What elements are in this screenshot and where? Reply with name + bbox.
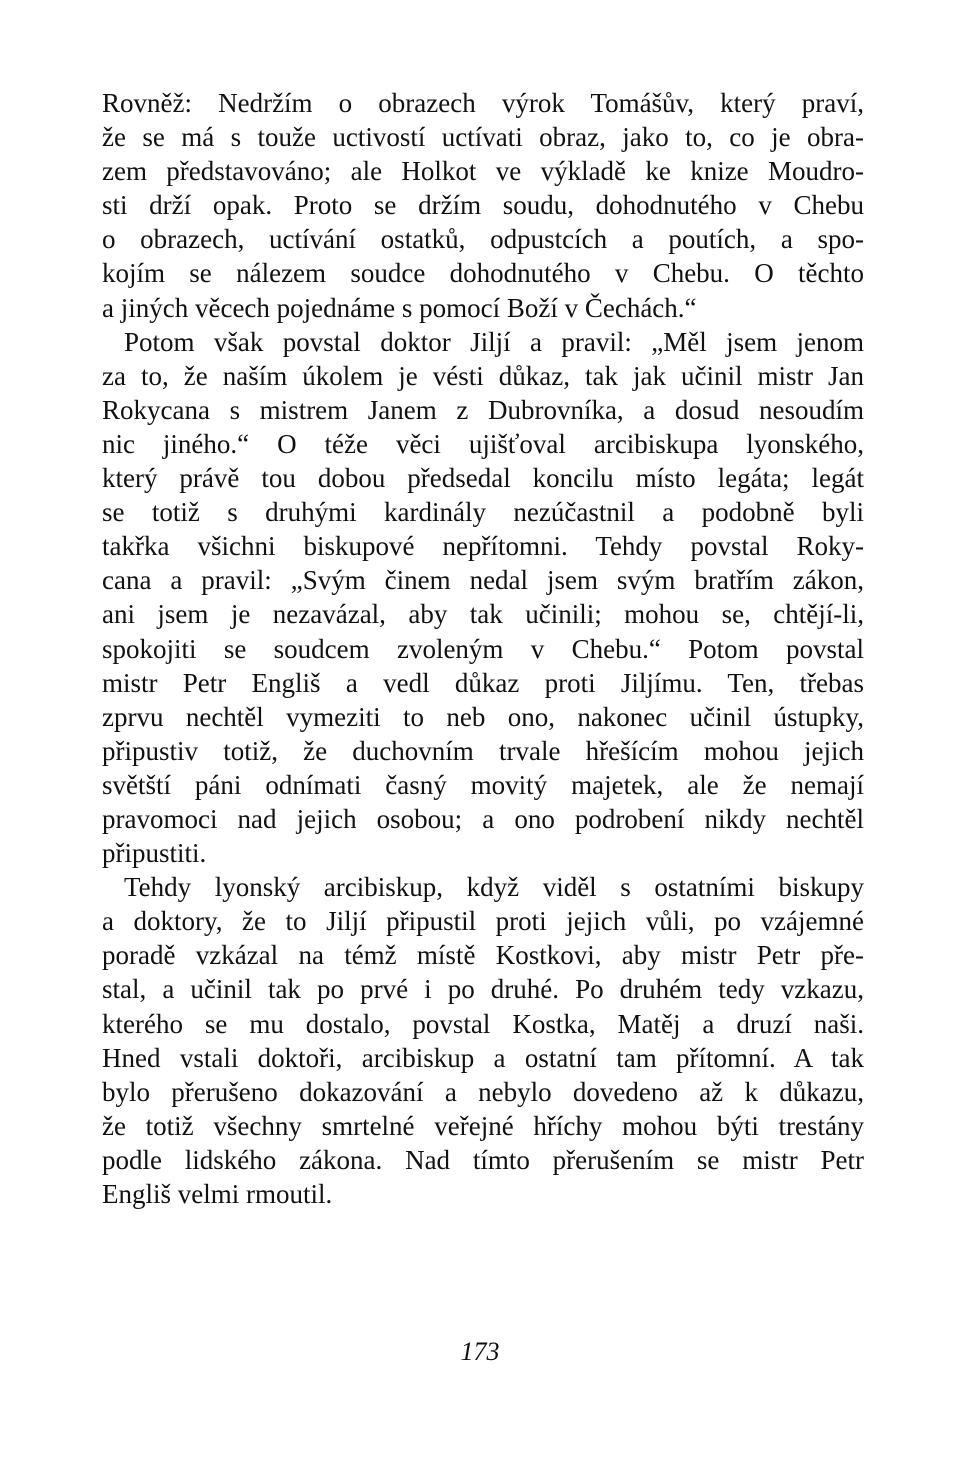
text-line: zem představováno; ale Holkot ve výkladě ke knize Moudro-	[102, 156, 864, 187]
text-line: za to, že naším úkolem je vésti důkaz, tak jak učinil mistr Jan	[102, 360, 864, 391]
text-line: sti drží opak. Proto se držím soudu, dohodnutého v Chebu	[102, 190, 864, 221]
text-line: Hned vstali doktoři, arcibiskup a ostatní tam přítomní. A tak	[102, 1042, 864, 1073]
text-line: kterého se mu dostalo, povstal Kostka, Matěj a druzí naši.	[102, 1008, 864, 1039]
text-line: že se má s touže uctivostí uctívati obraz, jako to, co je obra-	[102, 122, 864, 153]
text-line: a jiných věcech pojednáme s pomocí Boží v Čechách.“	[102, 292, 697, 323]
text-line: Rokycana s mistrem Janem z Dubrovníka, a dosud nesoudím	[102, 394, 864, 425]
text-line: cana a pravil: „Svým činem nedal jsem svým bratřím zákon,	[102, 565, 864, 596]
text-line: mistr Petr Engliš a vedl důkaz proti Jiljímu. Ten, třebas	[102, 667, 864, 698]
text-line: spokojiti se soudcem zvoleným v Chebu.“ Potom povstal	[102, 633, 864, 664]
paragraph	[102, 325, 864, 871]
text-line: připustiti.	[102, 838, 207, 869]
text-line: Engliš velmi rmoutil.	[102, 1179, 333, 1209]
text-line: se totiž s druhými kardinály nezúčastnil a podobně byli	[102, 497, 864, 528]
page-number: 173	[460, 1337, 500, 1366]
text-line: zprvu nechtěl vymeziti to neb ono, nakonec učinil ústupky,	[102, 701, 864, 732]
text-line: Rovněž: Nedržím o obrazech výrok Tomášův, který praví,	[102, 88, 864, 118]
text-line: Potom však povstal doktor Jiljí a pravil: „Měl jsem jenom	[124, 326, 864, 357]
text-line: který právě tou dobou předsedal koncilu místo legáta; legát	[102, 463, 864, 494]
text-line: poradě vzkázal na témž místě Kostkovi, aby mistr Petr pře-	[102, 940, 864, 971]
text-line: podle lidského zákona. Nad tímto přerušením se mistr Petr	[102, 1144, 864, 1175]
paragraph	[102, 86, 864, 325]
text-line: pravomoci nad jejich osobou; a ono podrobení nikdy nechtěl	[102, 803, 864, 834]
text-line: kojím se nálezem soudce dohodnutého v Chebu. O těchto	[102, 258, 864, 289]
text-line: ani jsem je nezavázal, aby tak učinili; mohou se, chtějí-li,	[102, 599, 864, 630]
text-line: o obrazech, uctívání ostatků, odpustcích a poutích, a spo-	[102, 224, 864, 255]
text-line: připustiv totiž, že duchovním trvale hřešícím mohou jejich	[102, 735, 864, 766]
text-line: stal, a učinil tak po prvé i po druhé. Po druhém tedy vzkazu,	[102, 974, 864, 1005]
body-text	[102, 86, 864, 1211]
text-line: a doktory, že to Jiljí připustil proti jejich vůli, po vzájemné	[102, 906, 864, 937]
text-line: takřka všichni biskupové nepřítomni. Tehdy povstal Roky-	[102, 531, 864, 562]
text-line: Tehdy lyonský arcibiskup, když viděl s ostatními biskupy	[124, 872, 864, 903]
text-line: světští páni odnímati časný movitý majetek, ale že nemají	[102, 769, 864, 800]
text-line: bylo přerušeno dokazování a nebylo dovedeno až k důkazu,	[102, 1076, 864, 1107]
paragraph	[102, 870, 864, 1211]
text-line: nic jiného.“ O téže věci ujišťoval arcibiskupa lyonského,	[102, 428, 864, 459]
text-line: že totiž všechny smrtelné veřejné hříchy mohou býti trestány	[102, 1110, 864, 1141]
